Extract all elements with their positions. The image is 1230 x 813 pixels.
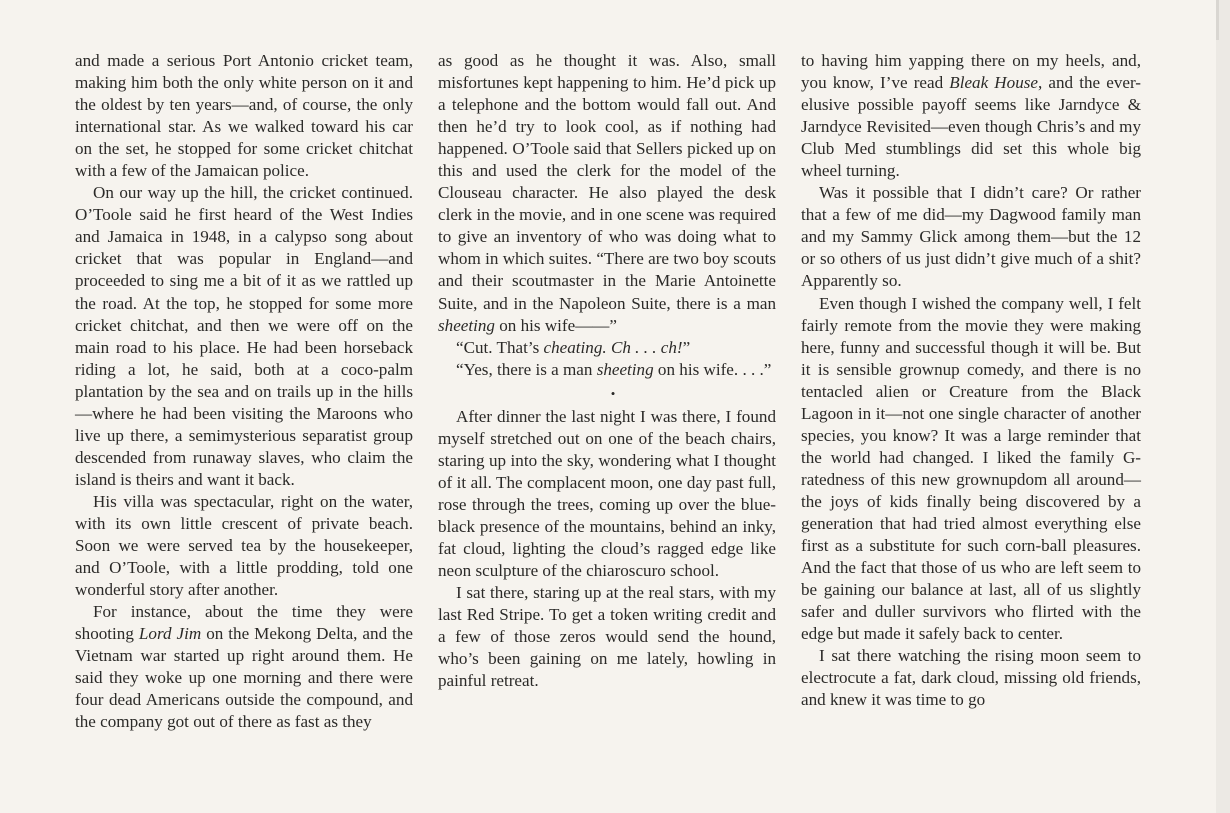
paragraph <box>438 359 776 381</box>
paragraph <box>801 293 1141 646</box>
text-run: on the Mekong Delta, and the Vietnam war started up right around them. He said they woke up one morning and there were four dead Americans outside the compound, and the company got out of there as fast as they <box>75 624 413 732</box>
text-run: “Cut. That’s <box>456 337 544 357</box>
paragraph <box>75 601 413 733</box>
text-run: , and the ever-elusive possible payoff seems like Jarndyce & Jarndyce Revisited—even though Chris’s and my Club Med stumblings did set this whole big wheel turning. <box>801 73 1141 181</box>
paragraph <box>438 582 776 692</box>
paragraph <box>75 182 413 491</box>
paragraph <box>438 50 776 337</box>
paragraph <box>75 50 413 182</box>
text-run: as good as he thought it was. Also, small misfortunes kept happening to him. He’d pick up a telephone and the bottom would fall out. And then he’d try to look cool, as if nothing had happened. O’Toole said that Sellers picked up on this and used the clerk for the model of the Clouseau character. He also played the desk clerk in the movie, and in one scene was required to give an inventory of who was doing what to whom in which suites. “There are two boy scouts and their scoutmaster in the Marie Antoinette Suite, and in the Napoleon Suite, there is a man <box>438 51 776 313</box>
italic-text: cheating. Ch . . . ch! <box>543 337 683 357</box>
section-break-bullet: • <box>610 385 616 401</box>
italic-text: Lord Jim <box>138 624 202 644</box>
text-run: to having him yapping there on my heels, and, you know, I’ve read <box>801 51 1141 93</box>
text-run: on his wife——” <box>494 315 617 335</box>
text-run: On our way up the hill, the cricket continued. O’Toole said he first heard of the West Indies and Jamaica in 1948, in a calypso song about cricket that was popular in England—and proceeded to sing me a bit of it as we rattled up the road. At the top, he stopped for some more cricket chitchat, and then we were off on the main road to his place. He had been horseback riding a lot, he said, both at a coco-palm plantation by the sea and on trails up in the hills—where he had been visiting the Maroons who live up there, a semimysterious separatist group descended from runaway slaves, who claim the island is theirs and want it back. <box>75 183 413 489</box>
paragraph <box>438 337 776 359</box>
paragraph <box>438 406 776 582</box>
text-run: After dinner the last night I was there, I found myself stretched out on one of the beach chairs, staring up into the sky, wondering what I thought of it all. The complacent moon, one day past full, rose through the trees, coming up over the blue-black presence of the mountains, behind an inky, fat cloud, lighting the cloud’s ragged edge like neon sculpture of the chiaroscuro school. <box>438 406 776 581</box>
italic-text: sheeting <box>438 315 495 335</box>
text-run: ” <box>682 337 691 357</box>
text-run: Was it possible that I didn’t care? Or rather that a few of me did—my Dagwood family man and my Sammy Glick among them—but the 12 or so others of us just didn’t give much of a shit? Apparently so. <box>801 183 1141 291</box>
paragraph <box>801 50 1141 182</box>
text-run: I sat there watching the rising moon seem to electrocute a fat, dark cloud, missing old friends, and knew it was time to go <box>801 646 1141 710</box>
italic-text: Bleak House <box>949 73 1038 93</box>
page-edge <box>1216 0 1230 813</box>
text-run: “Yes, there is a man <box>456 359 597 379</box>
text-column-3 <box>801 50 1141 711</box>
paragraph <box>75 491 413 601</box>
text-run: For instance, about the time they were shooting <box>75 602 413 644</box>
text-run: Even though I wished the company well, I felt fairly remote from the movie they were making here, funny and successful though it will be. But it is sensible grownup comedy, and there is no tentacled alien or Creature from the Black Lagoon in it—not one single character of another species, you know? It was a large reminder that the world had changed. I liked the family G-ratedness of this new grownupdom all around—the joys of kids finally being discovered by a generation that had tried almost everything else first as a substitute for such corn-ball pleasures. And the fact that those of us who are left seem to be gaining our balance at last, all of us slightly safer and duller survivors who flirted with the edge but made it safely back to center. <box>801 293 1141 644</box>
text-run: on his wife. . . .” <box>653 359 772 379</box>
paragraph <box>801 182 1141 292</box>
text-column-1 <box>75 50 413 733</box>
text-column-2 <box>438 50 776 692</box>
paragraph <box>801 645 1141 711</box>
text-run: and made a serious Port Antonio cricket team, making him both the only white person on it and the oldest by ten years—and, of course, the only international star. As we walked toward his car on the set, he stopped for some cricket chitchat with a few of the Jamaican police. <box>75 51 413 181</box>
text-run: His villa was spectacular, right on the water, with its own little crescent of private beach. Soon we were served tea by the housekeeper, and O’Toole, with a little prodding, told one wonderful story after another. <box>75 491 413 600</box>
italic-text: sheeting <box>596 359 654 379</box>
text-run: I sat there, staring up at the real stars, with my last Red Stripe. To get a token writing credit and a few of those zeros would send the hound, who’s been gaining on me lately, howling in painful retreat. <box>438 583 776 691</box>
